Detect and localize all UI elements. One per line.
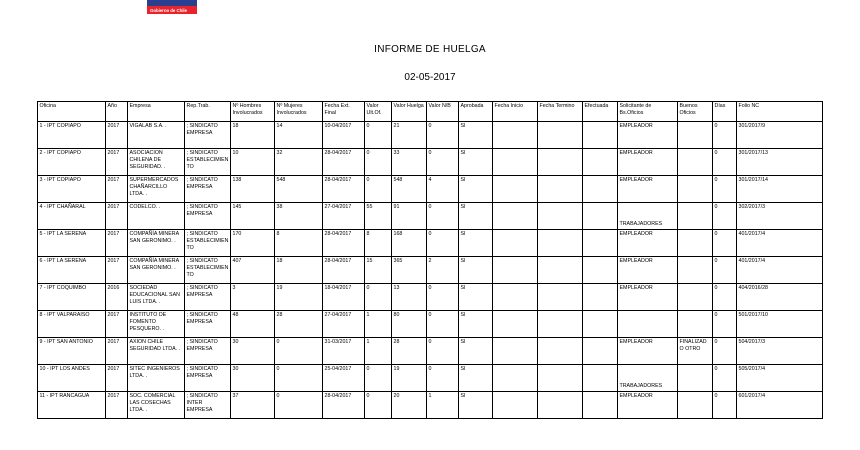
table-cell: EMPLEADOR	[618, 122, 678, 149]
table-row	[38, 176, 823, 203]
table-cell: 48	[231, 311, 275, 338]
column-header: Empresa	[128, 102, 185, 122]
table-cell: 501/2017/10	[737, 311, 823, 338]
table-cell: ; SINDICATO EMPRESA	[185, 122, 231, 149]
table-cell: 548	[392, 176, 427, 203]
table-cell	[583, 257, 618, 284]
table-cell: 301/2017/14	[737, 176, 823, 203]
table-cell: 0	[713, 365, 737, 392]
table-cell: 55	[365, 203, 392, 230]
table-cell: 0	[427, 365, 459, 392]
column-header: Días	[713, 102, 737, 122]
table-cell	[538, 149, 583, 176]
table-cell: 0	[713, 176, 737, 203]
table-cell: 145	[231, 203, 275, 230]
table-cell	[538, 230, 583, 257]
table-cell: 2017	[106, 392, 128, 419]
table-cell: 0	[713, 257, 737, 284]
table-cell: 302/2017/3	[737, 203, 823, 230]
table-cell: 2	[427, 257, 459, 284]
table-cell: SI	[459, 203, 493, 230]
table-cell	[538, 311, 583, 338]
table-cell: SI	[459, 365, 493, 392]
table-cell: 0	[427, 311, 459, 338]
table-cell: 601/2017/4	[737, 392, 823, 419]
table-row	[38, 284, 823, 311]
table-row	[38, 365, 823, 392]
table-cell: 168	[392, 230, 427, 257]
table-cell: SI	[459, 122, 493, 149]
table-cell: 33	[392, 149, 427, 176]
table-cell: 0	[427, 149, 459, 176]
table-cell: SOCIEDAD EDUCACIONAL SAN LUIS LTDA. .	[128, 284, 185, 311]
table-cell	[583, 176, 618, 203]
table-header-row	[38, 102, 823, 122]
table-cell: 0	[427, 284, 459, 311]
table-cell	[538, 122, 583, 149]
table-cell: 404/2016/28	[737, 284, 823, 311]
table-cell: EMPLEADOR	[618, 230, 678, 257]
table-row	[38, 149, 823, 176]
table-cell	[493, 149, 538, 176]
table-cell: 13	[392, 284, 427, 311]
table-cell: 30	[231, 365, 275, 392]
table-cell: VIGALAB S.A. .	[128, 122, 185, 149]
table-cell: 0	[713, 392, 737, 419]
table-cell	[583, 122, 618, 149]
table-cell: 2017	[106, 176, 128, 203]
table-cell: 19	[392, 365, 427, 392]
table-cell: 9 - IPT SAN ANTONIO	[38, 338, 106, 365]
table-cell: 407	[231, 257, 275, 284]
table-cell: 401/2017/4	[737, 230, 823, 257]
table-cell: SI	[459, 284, 493, 311]
table-cell	[538, 176, 583, 203]
table-cell: 32	[275, 149, 323, 176]
table-cell	[493, 338, 538, 365]
table-cell	[678, 203, 713, 230]
table-cell: 31-03/2017	[323, 338, 365, 365]
table-cell: 19	[275, 284, 323, 311]
table-cell: 0	[365, 392, 392, 419]
table-cell: 0	[713, 311, 737, 338]
table-cell: ; SINDICATO EMPRESA	[185, 284, 231, 311]
table-cell	[678, 230, 713, 257]
table-cell: 20	[392, 392, 427, 419]
table-cell: 1 - IPT COPIAPO	[38, 122, 106, 149]
table-cell: 25-04/2017	[323, 365, 365, 392]
table-cell	[583, 338, 618, 365]
table-cell: 30	[231, 338, 275, 365]
table-cell: ; SINDICATO EMPRESA	[185, 176, 231, 203]
table-cell	[538, 284, 583, 311]
table-row	[38, 230, 823, 257]
column-header: Fecha Ext. Final	[323, 102, 365, 122]
table-cell: SOC. COMERCIAL LAS COSECHAS LTDA. .	[128, 392, 185, 419]
table-cell	[678, 257, 713, 284]
table-cell: 37	[231, 392, 275, 419]
column-header: Nº Mujeres Involucrados	[275, 102, 323, 122]
table-cell: TRABAJADORES	[618, 203, 678, 230]
table-cell	[538, 365, 583, 392]
table-cell: 3	[231, 284, 275, 311]
table-cell	[583, 284, 618, 311]
table-cell: 21	[392, 122, 427, 149]
table-cell: EMPLEADOR	[618, 392, 678, 419]
gobierno-logo	[147, 0, 197, 14]
table-cell	[583, 365, 618, 392]
table-cell: 18-04/2017	[323, 284, 365, 311]
table-cell	[678, 392, 713, 419]
table-cell: 4 - IPT CHAÑARAL	[38, 203, 106, 230]
table-cell: SI	[459, 149, 493, 176]
table-cell: 38	[275, 203, 323, 230]
table-cell: 27-04/2017	[323, 203, 365, 230]
table-cell: 1	[427, 392, 459, 419]
table-cell: 2017	[106, 122, 128, 149]
column-header: Aprobada	[459, 102, 493, 122]
column-header: Fecha Inicio	[493, 102, 538, 122]
table-cell: 0	[275, 365, 323, 392]
table-cell: 0	[427, 230, 459, 257]
table-cell: 2017	[106, 203, 128, 230]
table-cell	[493, 122, 538, 149]
table-row	[38, 122, 823, 149]
table-cell	[678, 311, 713, 338]
column-header: Nº Hombres Involucrados	[231, 102, 275, 122]
table-cell: EMPLEADOR	[618, 338, 678, 365]
table-row	[38, 257, 823, 284]
table-cell: 14	[275, 122, 323, 149]
table-cell	[493, 230, 538, 257]
table-cell: 10-04/2017	[323, 122, 365, 149]
table-cell: 138	[231, 176, 275, 203]
logo-text: Gobierno de Chile	[150, 8, 188, 13]
table-cell	[583, 392, 618, 419]
table-cell: COMPAÑÍA MINERA SAN GERONIMO. .	[128, 230, 185, 257]
table-cell	[678, 122, 713, 149]
table-cell: 3 - IPT COPIAPO	[38, 176, 106, 203]
table-cell	[583, 311, 618, 338]
report-title: INFORME DE HUELGA	[374, 44, 486, 55]
table-cell: SI	[459, 311, 493, 338]
table-cell: 365	[392, 257, 427, 284]
table-cell: 0	[713, 230, 737, 257]
table-cell: ASOCIACION CHILENA DE SEGURIDAD. .	[128, 149, 185, 176]
table-cell	[538, 392, 583, 419]
table-cell: 28-04/2017	[323, 257, 365, 284]
table-cell: 0	[713, 122, 737, 149]
table-cell	[678, 365, 713, 392]
table-cell: ; SINDICATO ESTABLECIMIENTO	[185, 149, 231, 176]
table-cell: SUPERMERCADOS CHAÑARCILLO LTDA. .	[128, 176, 185, 203]
table-cell: AXION CHILE SEGURIDAD LTDA. .	[128, 338, 185, 365]
table-cell: 2017	[106, 257, 128, 284]
table-cell: 2017	[106, 338, 128, 365]
table-cell: 18	[275, 257, 323, 284]
table-cell: ; SINDICATO EMPRESA	[185, 338, 231, 365]
table-cell: 15	[365, 257, 392, 284]
table-cell: 28	[392, 338, 427, 365]
table-cell: 10 - IPT LOS ANDES	[38, 365, 106, 392]
table-cell: 2 - IPT COPIAPO	[38, 149, 106, 176]
table-cell: FINALIZADO OTRO	[678, 338, 713, 365]
table-cell: ; SINDICATO ESTABLECIMIENTO	[185, 257, 231, 284]
table-cell: 28-04/2017	[323, 149, 365, 176]
table-cell: 28-04/2017	[323, 176, 365, 203]
table-cell: 8 - IPT VALPARAISO	[38, 311, 106, 338]
table-cell: 80	[392, 311, 427, 338]
column-header: Año	[106, 102, 128, 122]
table-cell	[678, 284, 713, 311]
table-cell: ; SINDICATO EMPRESA	[185, 203, 231, 230]
table-cell: 2017	[106, 365, 128, 392]
table-cell	[678, 149, 713, 176]
table-cell: 0	[713, 284, 737, 311]
table-cell: 0	[365, 122, 392, 149]
table-cell: 91	[392, 203, 427, 230]
column-header: Buenos Oficios	[678, 102, 713, 122]
table-cell	[493, 284, 538, 311]
table-cell: 0	[427, 338, 459, 365]
table-cell: SI	[459, 230, 493, 257]
table-cell: 0	[365, 284, 392, 311]
table-row	[38, 203, 823, 230]
table-row	[38, 392, 823, 419]
table-cell	[618, 311, 678, 338]
table-cell: COMPAÑÍA MINERA SAN GERONIMO. .	[128, 257, 185, 284]
table-cell: 0	[713, 149, 737, 176]
table-cell: SI	[459, 392, 493, 419]
table-cell: INSTITUTO DE FOMENTO PESQUERO. .	[128, 311, 185, 338]
column-header: Rep.Trab.	[185, 102, 231, 122]
table-cell: 170	[231, 230, 275, 257]
table-cell: CODELCO. .	[128, 203, 185, 230]
table-cell: TRABAJADORES	[618, 365, 678, 392]
table-cell: 0	[365, 176, 392, 203]
table-cell: 0	[427, 122, 459, 149]
table-cell: SI	[459, 176, 493, 203]
table-cell: 8	[275, 230, 323, 257]
column-header: Valor Ult.Of.	[365, 102, 392, 122]
table-cell: 8	[365, 230, 392, 257]
table-cell: 5 - IPT LA SERENA	[38, 230, 106, 257]
strike-report-table	[37, 101, 823, 419]
table-cell: EMPLEADOR	[618, 149, 678, 176]
table-cell: 2016	[106, 284, 128, 311]
table-cell: 1	[365, 311, 392, 338]
table-cell: 28	[275, 311, 323, 338]
table-cell: 18	[231, 122, 275, 149]
table-cell: 2017	[106, 311, 128, 338]
table-cell: 6 - IPT LA SERENA	[38, 257, 106, 284]
table-cell	[583, 203, 618, 230]
table-cell	[493, 257, 538, 284]
column-header: Valor N/B	[427, 102, 459, 122]
table-cell: SI	[459, 257, 493, 284]
table-cell: 0	[365, 365, 392, 392]
table-cell	[583, 230, 618, 257]
table-cell: 0	[427, 203, 459, 230]
table-row	[38, 311, 823, 338]
table-cell: 0	[713, 338, 737, 365]
column-header: Folio NC	[737, 102, 823, 122]
table-cell: 2017	[106, 149, 128, 176]
table-cell: 28-04/2017	[323, 392, 365, 419]
table-cell: 11 - IPT RANCAGUA	[38, 392, 106, 419]
table-cell	[493, 392, 538, 419]
table-cell: EMPLEADOR	[618, 257, 678, 284]
table-row	[38, 338, 823, 365]
table-cell	[493, 311, 538, 338]
table-cell: 1	[365, 338, 392, 365]
table-cell: 301/2017/13	[737, 149, 823, 176]
table-cell: SITEC INGENIEROS LTDA. .	[128, 365, 185, 392]
table-cell	[538, 338, 583, 365]
table-cell	[538, 257, 583, 284]
table-cell: ; SINDICATO INTER EMPRESA	[185, 392, 231, 419]
table-cell	[493, 365, 538, 392]
table-cell	[493, 203, 538, 230]
table-cell: 2017	[106, 230, 128, 257]
table-cell: 10	[231, 149, 275, 176]
table-cell: 27-04/2017	[323, 311, 365, 338]
table-cell: 301/2017/9	[737, 122, 823, 149]
table-cell: ; SINDICATO EMPRESA	[185, 311, 231, 338]
column-header: Efectuada	[583, 102, 618, 122]
table-cell: 504/2017/3	[737, 338, 823, 365]
table-cell: 0	[275, 338, 323, 365]
table-cell: ; SINDICATO EMPRESA	[185, 365, 231, 392]
table-cell	[493, 176, 538, 203]
table-cell: 505/2017/4	[737, 365, 823, 392]
table-cell: EMPLEADOR	[618, 176, 678, 203]
table-cell: 4	[427, 176, 459, 203]
table-cell	[678, 176, 713, 203]
table-cell: 548	[275, 176, 323, 203]
column-header: Fecha Termino	[538, 102, 583, 122]
table-cell: SI	[459, 338, 493, 365]
column-header: Oficina	[38, 102, 106, 122]
table-cell: 0	[365, 149, 392, 176]
table-cell: 0	[713, 203, 737, 230]
table-cell	[538, 203, 583, 230]
table-cell: 401/2017/4	[737, 257, 823, 284]
report-date: 02-05-2017	[404, 72, 456, 83]
table-cell: 7 - IPT COQUIMBO	[38, 284, 106, 311]
table-cell: 0	[275, 392, 323, 419]
table-cell: EMPLEADOR	[618, 284, 678, 311]
table-cell: ; SINDICATO ESTABLECIMIENTO	[185, 230, 231, 257]
table-cell	[583, 149, 618, 176]
table-cell: 28-04/2017	[323, 230, 365, 257]
column-header: Valor Huelga	[392, 102, 427, 122]
column-header: Solicitante de Bs.Oficios	[618, 102, 678, 122]
